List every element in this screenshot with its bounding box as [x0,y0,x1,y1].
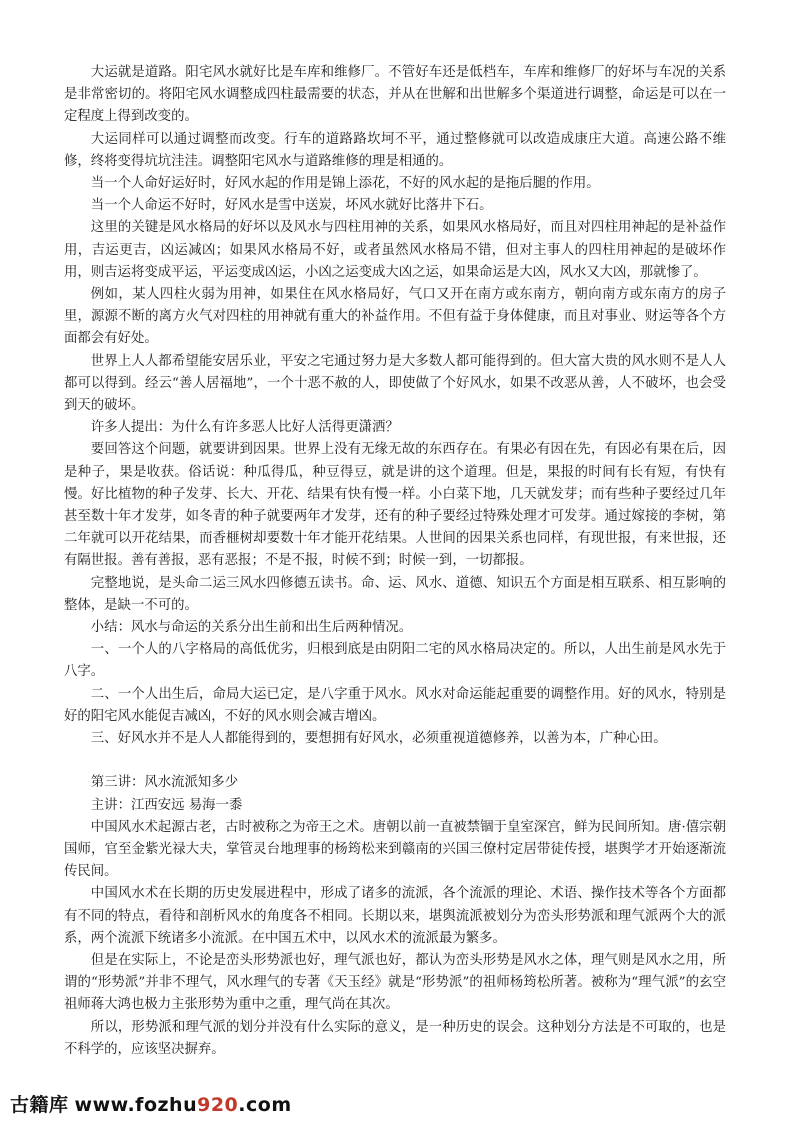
summary-paragraph: 小结：风水与命运的关系分出生前和出生后两种情况。 [90,620,413,636]
paragraph: 要回答这个问题，就要讲到因果。世界上没有无缘无故的东西存在。有果必有因在先，有因必有果在后，因是种子，果是收获。俗话说：种瓜得瓜，种豆得豆，就是讲的这个道理。但是，果报的时间有长有短，有快有慢。好比植物的种子发芽、长大、开花、结果有快有慢一样。小白菜下地，几天就发芽；而有些种子要经过几年甚至数十年才发芽，如冬青的种子就要两年才发芽，还有的种子要经过特殊处理才可发芽。通过嫁接的李树，第二年就可以开花结果，而香榧树却要数十年才能开花结果。人世间的因果关系也同样，有现世报，有来世报，还有隔世报。善有善报，恶有恶报；不是不报，时候不到；时候一到，一切都报。 [64,442,726,569]
site-watermark [10,1090,292,1117]
site-url-suffix: .com [238,1094,292,1116]
paragraph: 许多人提出：为什么有许多恶人比好人活得更潇洒？ [90,420,399,436]
summary-point-1: 一、一个人的八字格局的高低优劣，归根到底是由阴阳二宅的风水格局决定的。所以，人出生前是风水先于八字。 [64,642,726,680]
site-url-number: 920 [197,1094,239,1116]
paragraph: 当一个人命运不好时，好风水是雪中送炭，坏风水就好比落井下石。 [90,198,493,214]
paragraph: 完整地说，是头命二运三风水四修德五读书。命、运、风水、道德、知识五个方面是相互联系、相互影响的整体，是缺一不可的。 [64,575,726,613]
site-name: 古籍库 [10,1094,69,1116]
section-speaker: 主讲：江西安远 易海一黍 [90,797,243,813]
document-body [64,62,726,1061]
paragraph: 但是在实际上，不论是峦头形势派也好，理气派也好，都认为峦头形势是风水之体，理气则是风水之用，所谓的“形势派”并非不理气，风水理气的专著《天玉经》就是“形势派”的祖师杨筠松所著。被称为“理气派”的玄空祖师蒋大鸿也极力主张形势为重中之重，理气尚在其次。 [64,952,726,1013]
summary-point-2: 二、一个人出生后，命局大运已定，是八字重于风水。风水对命运能起重要的调整作用。好的风水，特别是好的阳宅风水能促吉减凶，不好的风水则会减吉增凶。 [64,686,726,724]
section-gap [64,750,726,772]
site-url [75,1094,292,1116]
site-url-prefix: www.fozhu [74,1094,198,1116]
paragraph: 世界上人人都希望能安居乐业，平安之宅通过努力是大多数人都可能得到的。但大富大贵的风水则不是人人都可以得到。经云“善人居福地”，一个十恶不赦的人，即使做了个好风水，如果不改恶从善，人不破坏，也会受到天的破坏。 [64,353,726,414]
paragraph: 中国风水术起源古老，古时被称之为帝王之术。唐朝以前一直被禁锢于皇室深宫，鲜为民间所知。唐·僖宗朝国师，官至金紫光禄大夫，掌管灵台地理事的杨筠松来到赣南的兴国三僚村定居带徒传授，堪舆学才开始逐渐流传民间。 [64,819,726,880]
paragraph: 大运就是道路。阳宅风水就好比是车库和维修厂。不管好车还是低档车，车库和维修厂的好坏与车况的关系是非常密切的。将阳宅风水调整成四柱最需要的状态，并从在世解和出世解多个渠道进行调整，命运是可以在一定程度上得到改变的。 [64,65,726,125]
paragraph: 所以，形势派和理气派的划分并没有什么实际的意义，是一种历史的误会。这种划分方法是不可取的，也是不科学的，应该坚决摒弃。 [64,1019,726,1057]
paragraph: 中国风水术在长期的历史发展进程中，形成了诸多的流派，各个流派的理论、术语、操作技术等各个方面都有不同的特点，看待和剖析风水的角度各不相同。长期以来，堪舆流派被划分为峦头形势派和理气派两个大的派系，两个流派下统诸多小流派。在中国五术中，以风水术的流派最为繁多。 [64,886,726,946]
paragraph: 例如，某人四柱火弱为用神，如果住在风水格局好，气口又开在南方或东南方，朝向南方或东南方的房子里，源源不断的离方火气对四柱的用神就有重大的补益作用。不但有益于身体健康，而且对事业、财运等各个方面都会有好处。 [64,287,726,347]
paragraph: 大运同样可以通过调整而改变。行车的道路路坎坷不平，通过整修就可以改造成康庄大道。高速公路不维修，终将变得坑坑洼洼。调整阳宅风水与道路维修的理是相通的。 [64,131,726,169]
paragraph: 当一个人命好运好时，好风水起的作用是锦上添花，不好的风水起的是拖后腿的作用。 [90,176,600,192]
paragraph: 这里的关键是风水格局的好坏以及风水与四柱用神的关系，如果风水格局好，而且对四柱用神起的是补益作用，吉运更吉，凶运减凶；如果风水格局不好，或者虽然风水格局不错，但对主事人的四柱用神起的是破坏作用，则吉运将变成平运，平运变成凶运，小凶之运变成大凶之运，如果命运是大凶，风水又大凶，那就惨了。 [64,220,726,280]
section-title: 第三讲：风水流派知多少 [90,775,239,791]
summary-point-3: 三、好风水并不是人人都能得到的，要想拥有好风水，必须重视道德修养，以善为本，广种心田。 [90,731,667,747]
